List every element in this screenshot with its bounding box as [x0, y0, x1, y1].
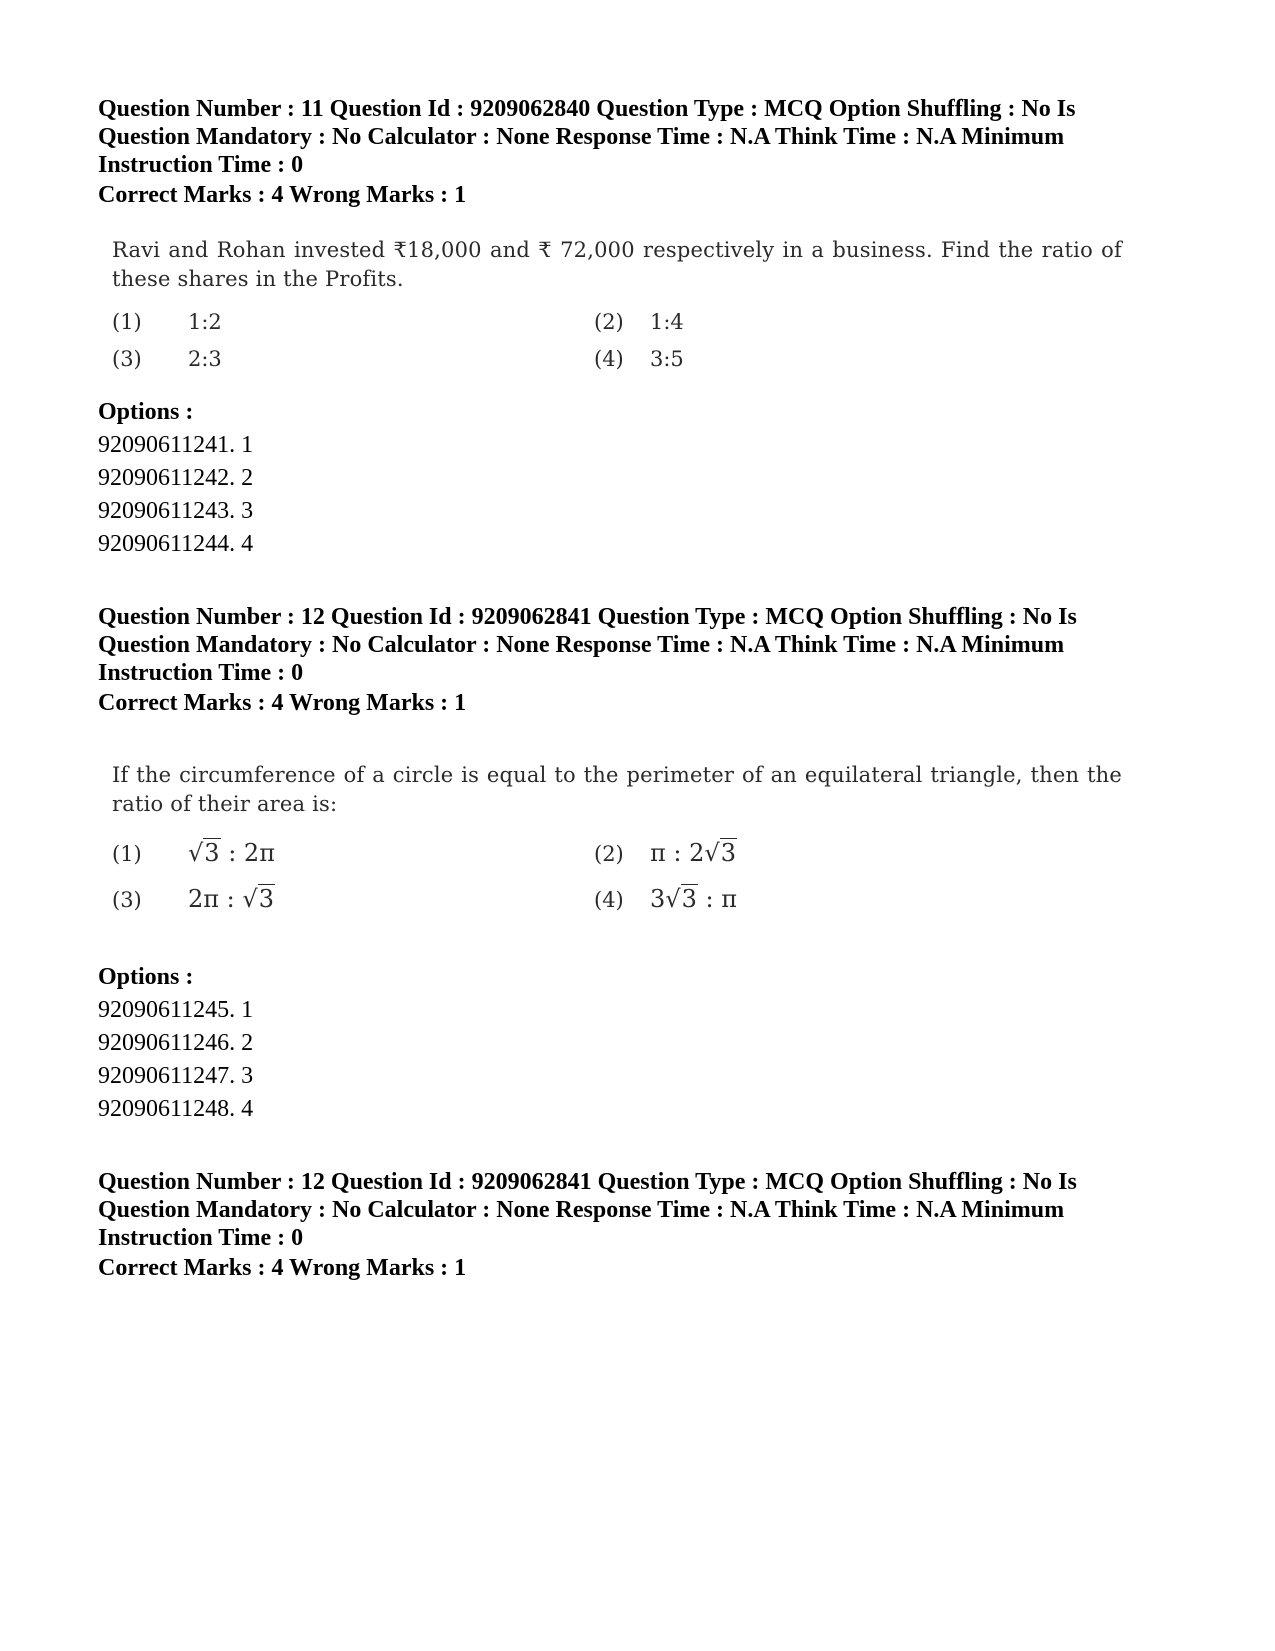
- question-11-image: [112, 236, 1122, 386]
- question-12-options-label: Options :: [98, 964, 194, 990]
- question-12-repeat-marks: Correct Marks : 4 Wrong Marks : 1: [98, 1255, 467, 1281]
- choice-text: 1:4: [650, 310, 684, 334]
- question-12-image: [112, 761, 1122, 931]
- sqrt-symbol: √3: [188, 839, 220, 867]
- question-11-meta: Question Number : 11 Question Id : 9209062840 Question Type : MCQ Option Shuffling : No Is Question Mandatory : No Calculator : None Response Time : N.A Think Time : N.A Minimum Instruction Time : 0: [98, 96, 1076, 178]
- choice-number: (1): [112, 310, 142, 334]
- choice-number: (4): [594, 347, 624, 371]
- question-12-option-4: 92090611248. 4: [98, 1096, 254, 1122]
- question-11-choice-3: [112, 347, 222, 371]
- question-11-option-3: 92090611243. 3: [98, 498, 254, 524]
- question-12-choice-3: (3) 2π : √3: [112, 885, 274, 913]
- question-11-text: Ravi and Rohan invested ₹18,000 and ₹ 72,000 respectively in a business. Find the ratio of these shares in the Profits.: [112, 238, 1122, 291]
- choice-text: 1:2: [188, 310, 222, 334]
- sqrt-symbol: √3: [242, 885, 274, 913]
- question-11-option-1: 92090611241. 1: [98, 432, 254, 458]
- choice-number: (3): [112, 888, 142, 912]
- choice-number: (4): [594, 888, 624, 912]
- question-11-marks: Correct Marks : 4 Wrong Marks : 1: [98, 182, 467, 208]
- question-11-choice-4: [594, 347, 684, 371]
- question-11-options-label: Options :: [98, 399, 194, 425]
- question-12-choice-4: (4) 3√3 : π: [594, 885, 737, 913]
- choice-number: (1): [112, 842, 142, 866]
- question-11-choice-1: [112, 310, 222, 334]
- choice-number: (2): [594, 310, 624, 334]
- question-12-meta: Question Number : 12 Question Id : 9209062841 Question Type : MCQ Option Shuffling : No Is Question Mandatory : No Calculator : None Response Time : N.A Think Time : N.A Minimum Instruction Time : 0: [98, 604, 1077, 686]
- question-12-option-2: 92090611246. 2: [98, 1030, 254, 1056]
- question-11-option-2: 92090611242. 2: [98, 465, 254, 491]
- question-11-option-4: 92090611244. 4: [98, 531, 254, 557]
- choice-text: 3:5: [650, 347, 684, 371]
- question-12-repeat-meta: Question Number : 12 Question Id : 9209062841 Question Type : MCQ Option Shuffling : No Is Question Mandatory : No Calculator : None Response Time : N.A Think Time : N.A Minimum Instruction Time : 0: [98, 1169, 1077, 1251]
- question-12-text: If the circumference of a circle is equal to the perimeter of an equilateral triangle, then the ratio of their area is:: [112, 763, 1122, 816]
- choice-text: 2:3: [188, 347, 222, 371]
- question-12-choice-1: (1) √3 : 2π: [112, 839, 275, 867]
- sqrt-symbol: √3: [704, 839, 736, 867]
- question-12-marks: Correct Marks : 4 Wrong Marks : 1: [98, 690, 467, 716]
- question-12-option-1: 92090611245. 1: [98, 997, 254, 1023]
- sqrt-symbol: √3: [665, 885, 697, 913]
- choice-number: (2): [594, 842, 624, 866]
- question-12-option-3: 92090611247. 3: [98, 1063, 254, 1089]
- choice-number: (3): [112, 347, 142, 371]
- question-12-choice-2: (2) π : 2√3: [594, 839, 736, 867]
- question-11-choice-2: [594, 310, 684, 334]
